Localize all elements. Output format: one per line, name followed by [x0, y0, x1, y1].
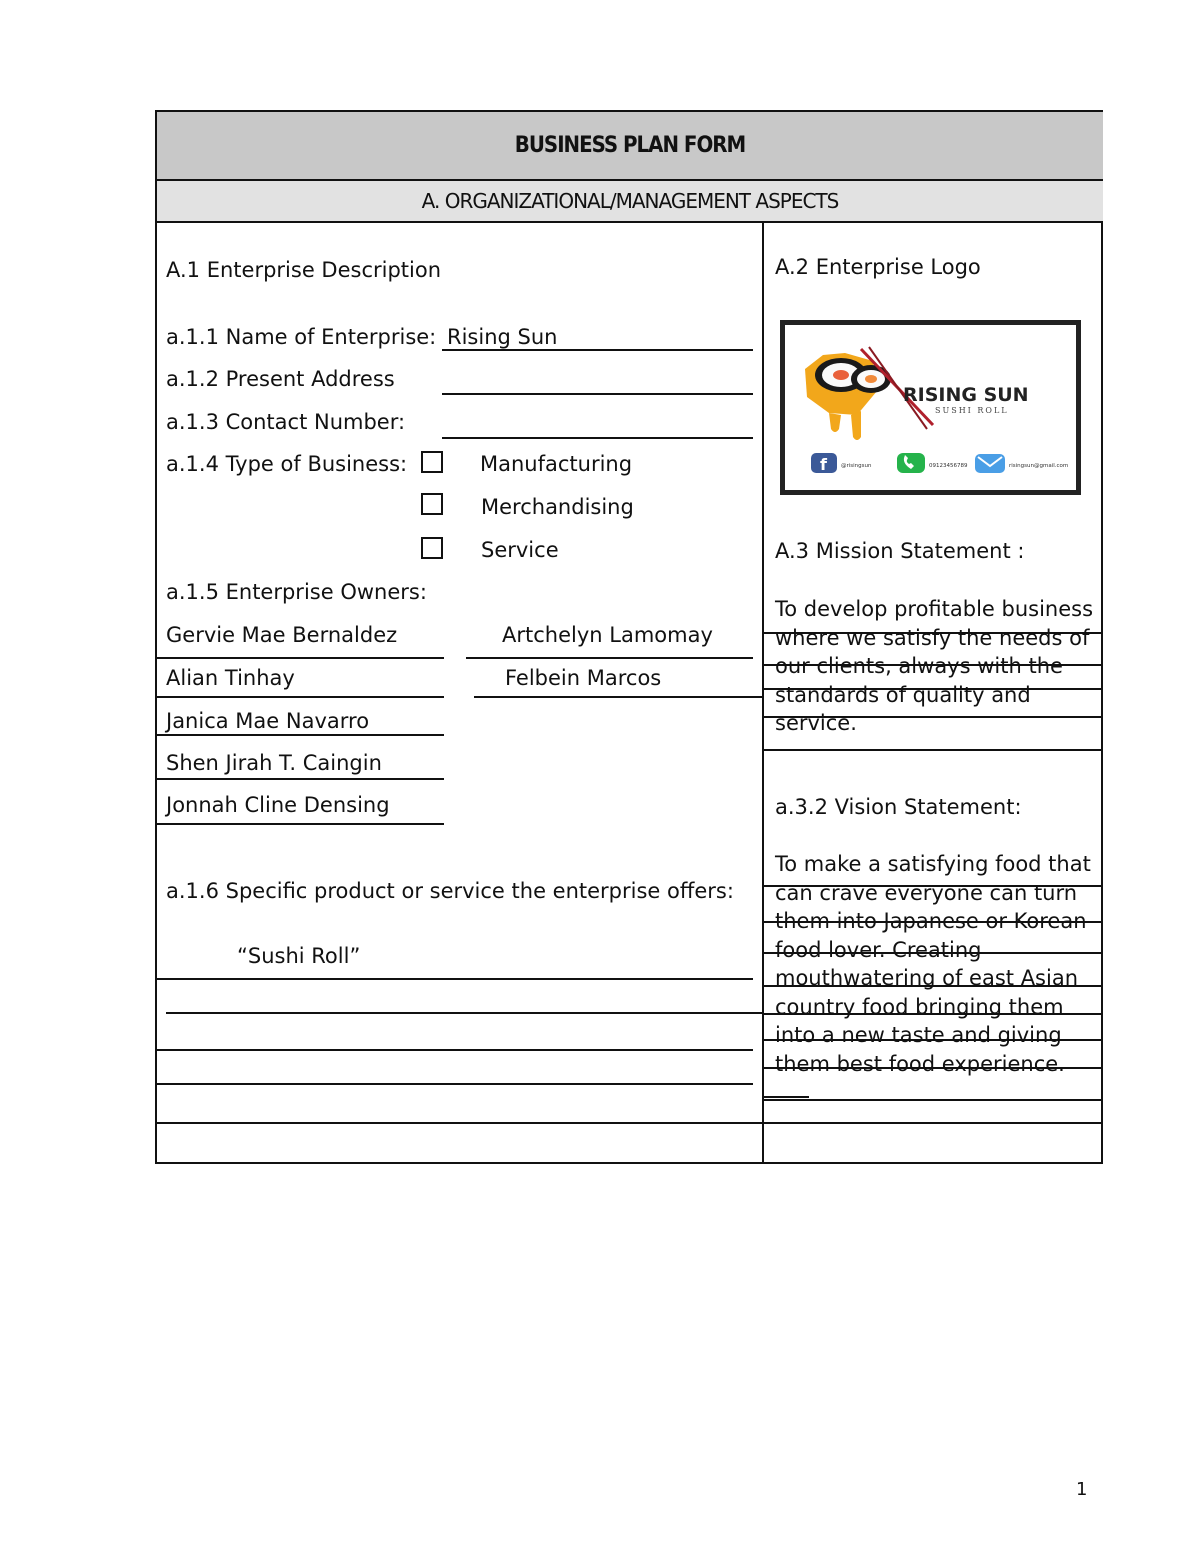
logo-brand: RISING SUN	[903, 384, 1029, 406]
service-checkbox[interactable]	[421, 537, 443, 559]
owner-name: Artchelyn Lamomay	[502, 623, 713, 647]
contact-underline	[442, 437, 753, 439]
logo-contact-facebook: @risingsun	[841, 463, 872, 469]
owner-name: Alian Tinhay	[166, 666, 295, 690]
owner-underline	[157, 823, 444, 825]
name-value: Rising Sun	[447, 325, 558, 349]
logo-heading: A.2 Enterprise Logo	[775, 255, 981, 279]
manufacturing-checkbox[interactable]	[421, 451, 443, 473]
product-line	[157, 1083, 753, 1085]
contact-label: a.1.3 Contact Number:	[166, 410, 406, 434]
merchandising-option: Merchandising	[481, 495, 634, 519]
mail-icon	[975, 454, 1005, 473]
name-label: a.1.1 Name of Enterprise:	[166, 325, 437, 349]
vision-text: To make a satisfying food that can crave everyone can turn them into Japanese or Korean food lover. Creating mouthwatering of east Asian country food bringing them into a new taste and giving them best food experience.	[775, 852, 1091, 1076]
section-header: A. ORGANIZATIONAL/MANAGEMENT ASPECTS	[421, 189, 839, 213]
mission-line	[763, 749, 1103, 751]
section-header-band	[157, 181, 1103, 223]
product-line	[157, 978, 753, 980]
row-line	[157, 1122, 1103, 1124]
owner-underline	[157, 778, 444, 780]
owner-underline	[466, 657, 753, 659]
owner-underline	[474, 696, 762, 698]
product-label: a.1.6 Specific product or service the enterprise offers:	[166, 879, 734, 903]
owner-name: Gervie Mae Bernaldez	[166, 623, 398, 647]
owner-underline	[157, 657, 444, 659]
vision-line-short	[763, 1096, 809, 1098]
svg-text:f: f	[820, 455, 827, 474]
form-title-band	[157, 112, 1103, 181]
owner-underline	[157, 696, 444, 698]
manufacturing-option: Manufacturing	[480, 452, 633, 476]
column-divider	[762, 223, 764, 1164]
type-of-business-label: a.1.4 Type of Business:	[166, 452, 408, 476]
product-value: “Sushi Roll”	[237, 944, 361, 968]
product-line	[157, 1049, 753, 1051]
product-line	[166, 1012, 764, 1014]
logo-graphic	[785, 325, 1076, 490]
enterprise-logo	[780, 320, 1081, 495]
owner-name: Janica Mae Navarro	[166, 709, 370, 733]
owner-name: Jonnah Cline Densing	[166, 793, 390, 817]
owner-underline	[157, 734, 444, 736]
owners-label: a.1.5 Enterprise Owners:	[166, 580, 427, 604]
page-number: 1	[1076, 1479, 1088, 1500]
mission-text: To develop profitable business where we satisfy the needs of our clients, always with the standards of quality and service.	[775, 597, 1094, 735]
vision-line	[763, 1099, 1103, 1101]
mission-heading: A.3 Mission Statement :	[775, 539, 1025, 563]
name-underline	[442, 349, 753, 351]
address-label: a.1.2 Present Address	[166, 367, 395, 391]
service-option: Service	[481, 538, 559, 562]
owner-name: Shen Jirah T. Caingin	[166, 751, 382, 775]
merchandising-checkbox[interactable]	[421, 493, 443, 515]
owner-name: Felbein Marcos	[505, 666, 662, 690]
logo-contact-phone: 09123456789	[929, 463, 968, 469]
form-title: BUSINESS PLAN FORM	[514, 133, 746, 158]
honey-drip-icon	[829, 411, 861, 440]
logo-tagline: SUSHI ROLL	[935, 406, 1009, 415]
logo-contact-email: risingsun@gmail.com	[1009, 463, 1069, 469]
vision-heading: a.3.2 Vision Statement:	[775, 795, 1022, 819]
address-underline	[442, 393, 753, 395]
enterprise-description-heading: A.1 Enterprise Description	[166, 258, 442, 282]
